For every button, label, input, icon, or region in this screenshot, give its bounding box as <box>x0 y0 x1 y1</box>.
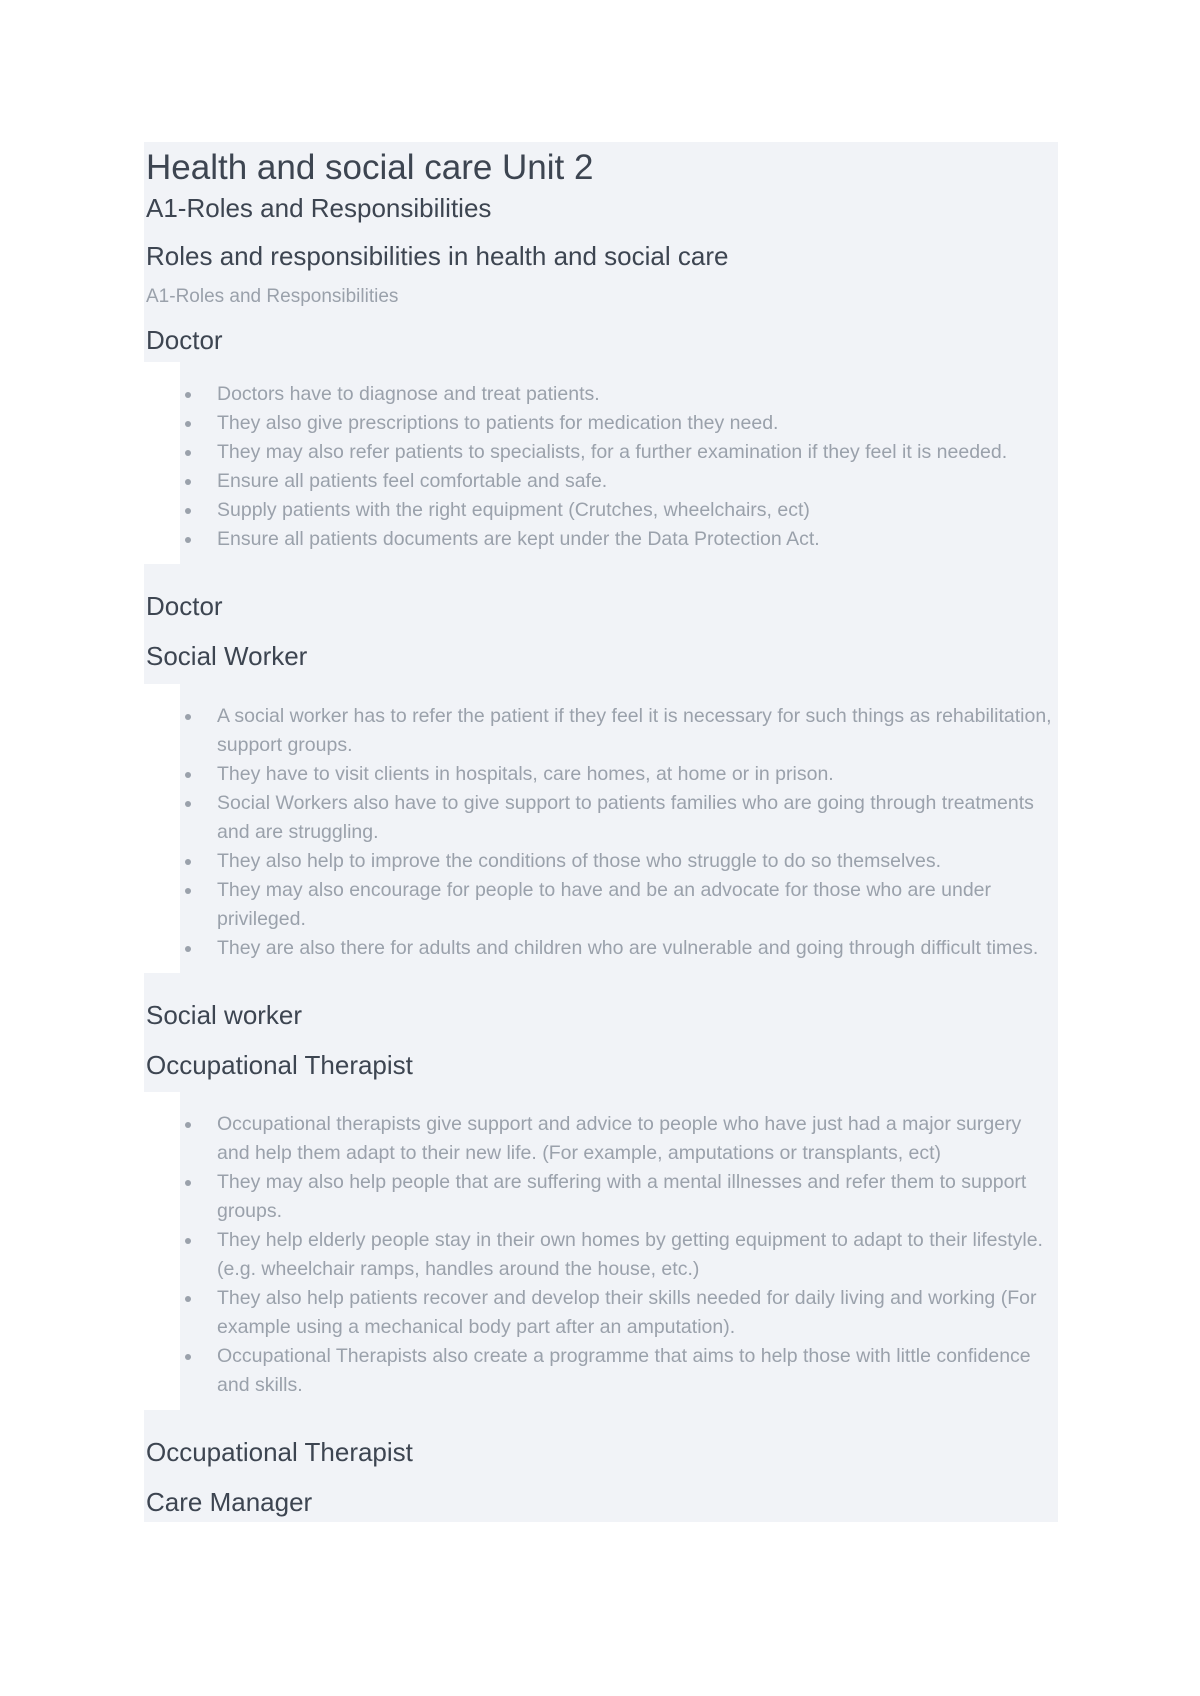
occupational-therapist-list-block <box>180 1092 1058 1410</box>
list-item: They may also help people that are suffering with a mental illnesses and refer them to support groups. <box>180 1168 1058 1226</box>
role-heading-care-manager: Care Manager <box>144 1474 1058 1522</box>
image-caption-social-worker: Social worker <box>144 973 1058 1037</box>
list-item: They also help patients recover and develop their skills needed for daily living and working (For example using a mechanical body part after an amputation). <box>180 1284 1058 1342</box>
list-item: They also help to improve the conditions of those who struggle to do so themselves. <box>180 847 1058 876</box>
doctor-list-block <box>180 362 1058 564</box>
page-title: Health and social care Unit 2 <box>144 142 1058 188</box>
list-item: Ensure all patients documents are kept under the Data Protection Act. <box>180 525 1058 554</box>
list-item: Supply patients with the right equipment (Crutches, wheelchairs, ect) <box>180 496 1058 525</box>
list-item: They may also encourage for people to have and be an advocate for those who are under privileged. <box>180 876 1058 934</box>
page-subtitle: A1-Roles and Responsibilities <box>144 188 1058 224</box>
social-worker-list-block <box>180 684 1058 973</box>
list-gutter <box>144 684 180 973</box>
occupational-therapist-list <box>180 1110 1058 1400</box>
list-item: Doctors have to diagnose and treat patients. <box>180 380 1058 409</box>
role-heading-doctor: Doctor <box>144 308 1058 362</box>
list-item: Occupational Therapists also create a programme that aims to help those with little confidence and skills. <box>180 1342 1058 1400</box>
list-gutter <box>144 362 180 564</box>
list-item: Occupational therapists give support and advice to people who have just had a major surgery and help them adapt to their new life. (For example, amputations or transplants, ect) <box>180 1110 1058 1168</box>
role-heading-occupational-therapist: Occupational Therapist <box>144 1037 1058 1093</box>
image-caption-occupational-therapist: Occupational Therapist <box>144 1410 1058 1474</box>
image-caption-doctor: Doctor <box>144 564 1058 628</box>
list-item: They help elderly people stay in their own homes by getting equipment to adapt to their lifestyle. (e.g. wheelchair ramps, handles around the house, etc.) <box>180 1226 1058 1284</box>
list-item: They are also there for adults and children who are vulnerable and going through difficult times. <box>180 934 1058 963</box>
role-heading-social-worker: Social Worker <box>144 628 1058 684</box>
doctor-list <box>180 380 1058 554</box>
list-item: They also give prescriptions to patients for medication they need. <box>180 409 1058 438</box>
list-item: They have to visit clients in hospitals, care homes, at home or in prison. <box>180 760 1058 789</box>
list-gutter <box>144 1092 180 1410</box>
section-heading: Roles and responsibilities in health and social care <box>144 224 1058 272</box>
breadcrumb: A1-Roles and Responsibilities <box>144 272 1058 308</box>
social-worker-list <box>180 702 1058 963</box>
list-item: They may also refer patients to specialists, for a further examination if they feel it is needed. <box>180 438 1058 467</box>
list-item: A social worker has to refer the patient if they feel it is necessary for such things as rehabilitation, support groups. <box>180 702 1058 760</box>
document-content <box>144 142 1058 1522</box>
list-item: Ensure all patients feel comfortable and safe. <box>180 467 1058 496</box>
list-item: Social Workers also have to give support to patients families who are going through treatments and are struggling. <box>180 789 1058 847</box>
